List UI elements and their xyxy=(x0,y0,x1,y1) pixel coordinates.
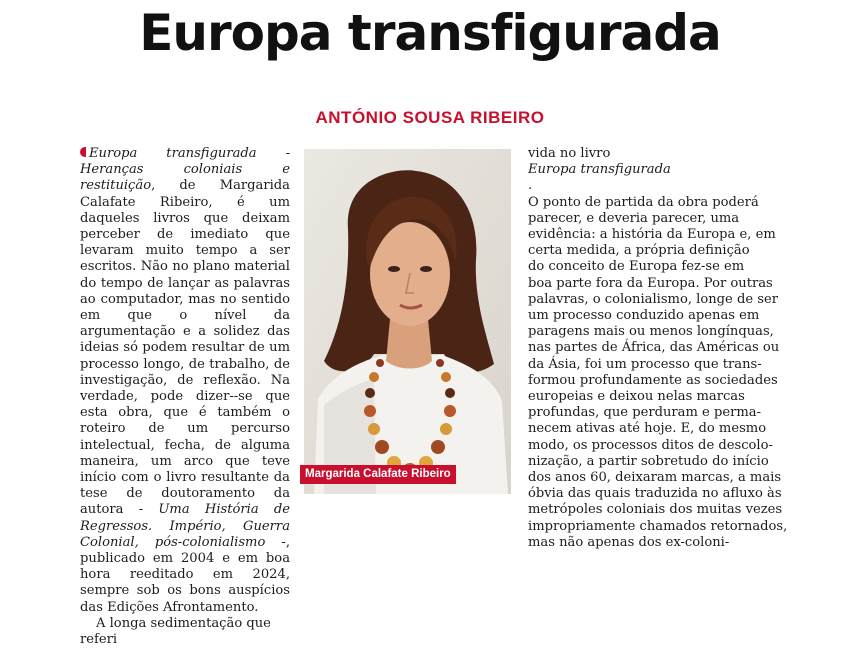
paragraph-text: A longa sedimentação que referi xyxy=(80,615,271,648)
left-column xyxy=(80,146,290,648)
text-line: boa parte fora da Europa. Por outras xyxy=(528,275,773,291)
text-line: europeias e deixou nelas marcas xyxy=(528,389,745,405)
article-title: Europa transfigurada xyxy=(139,4,721,62)
book-title-italic: Europa transfigurada xyxy=(528,162,671,178)
text-line: da Ásia, foi um processo que trans- xyxy=(528,356,762,372)
book-title-italic: Uma História de Regressos. Império, Guerra Colonial, pós-colonialismo xyxy=(80,502,291,550)
portrait-image xyxy=(304,149,511,494)
text-line: palavras, o colonialismo, longe de ser xyxy=(528,291,778,307)
text-line: do conceito de Europa fez-se em xyxy=(528,259,745,275)
line-text: . xyxy=(528,178,533,194)
paragraph-text: -, publicado em 2004 e em boa hora reeditado em 2024, sempre sob os bons auspícios das Edições Afrontamento. xyxy=(80,534,290,615)
line-text: vida no livro xyxy=(528,146,611,161)
article-author: ANTÓNIO SOUSA RIBEIRO xyxy=(315,108,545,127)
text-line: metrópoles coloniais dos muitas vezes xyxy=(528,502,783,518)
text-line: impropriamente chamados retornados, xyxy=(528,518,788,534)
text-line: óbvia das quais traduzida no afluxo às xyxy=(528,486,782,502)
text-line: paragens mais ou menos longínquas, xyxy=(528,324,774,340)
text-line: profundas, que perduram e perma- xyxy=(528,405,761,421)
text-line: necem ativas até hoje. E, do mesmo xyxy=(528,421,767,437)
text-line: formou profundamente as sociedades xyxy=(528,372,778,388)
text-line: O ponto de partida da obra poderá xyxy=(528,194,759,210)
text-line: mas não apenas dos ex-coloni- xyxy=(528,534,730,550)
paragraph-text: , de Margarida Calafate Ribeiro, é um daqueles livros que deixam perceber de imediato que levaram muito tempo a ser escritos. Não no plano material do tempo de lançar as palavras ao computador, mas no sentido em que o nível da argumentação e a solidez das ideias só podem resultar de um processo longo, de trabalho, de investigação, de reflexão. Na verdade, pode dizer--se que esta obra, que é também o roteiro de um percurso intelectual, fecha, de alguma maneira, um arco que teve início com o livro resultante da tese de doutoramento da autora - xyxy=(80,178,290,518)
text-line xyxy=(528,146,740,195)
text-line: nas partes de África, das Américas ou xyxy=(528,340,780,356)
paragraph-1 xyxy=(80,146,290,616)
text-line: modo, os processos ditos de descolo- xyxy=(528,437,773,453)
paragraph-marker-icon xyxy=(80,147,86,157)
text-line: dos anos 60, deixaram marcas, a mais xyxy=(528,470,782,486)
right-column xyxy=(528,146,788,551)
text-line: parecer, e deveria parecer, uma xyxy=(528,210,740,226)
paragraph-2 xyxy=(80,616,290,648)
photo-caption: Margarida Calafate Ribeiro xyxy=(300,465,456,484)
author-photo xyxy=(304,149,511,494)
text-line: um processo conduzido apenas em xyxy=(528,308,760,324)
book-title-italic: Europa transfigurada - Heranças coloniais e restituição xyxy=(80,146,290,194)
text-line: nização, a partir sobretudo do início xyxy=(528,453,769,469)
text-line: evidência: a história da Europa e, em xyxy=(528,227,776,243)
text-line: certa medida, a própria definição xyxy=(528,243,750,259)
